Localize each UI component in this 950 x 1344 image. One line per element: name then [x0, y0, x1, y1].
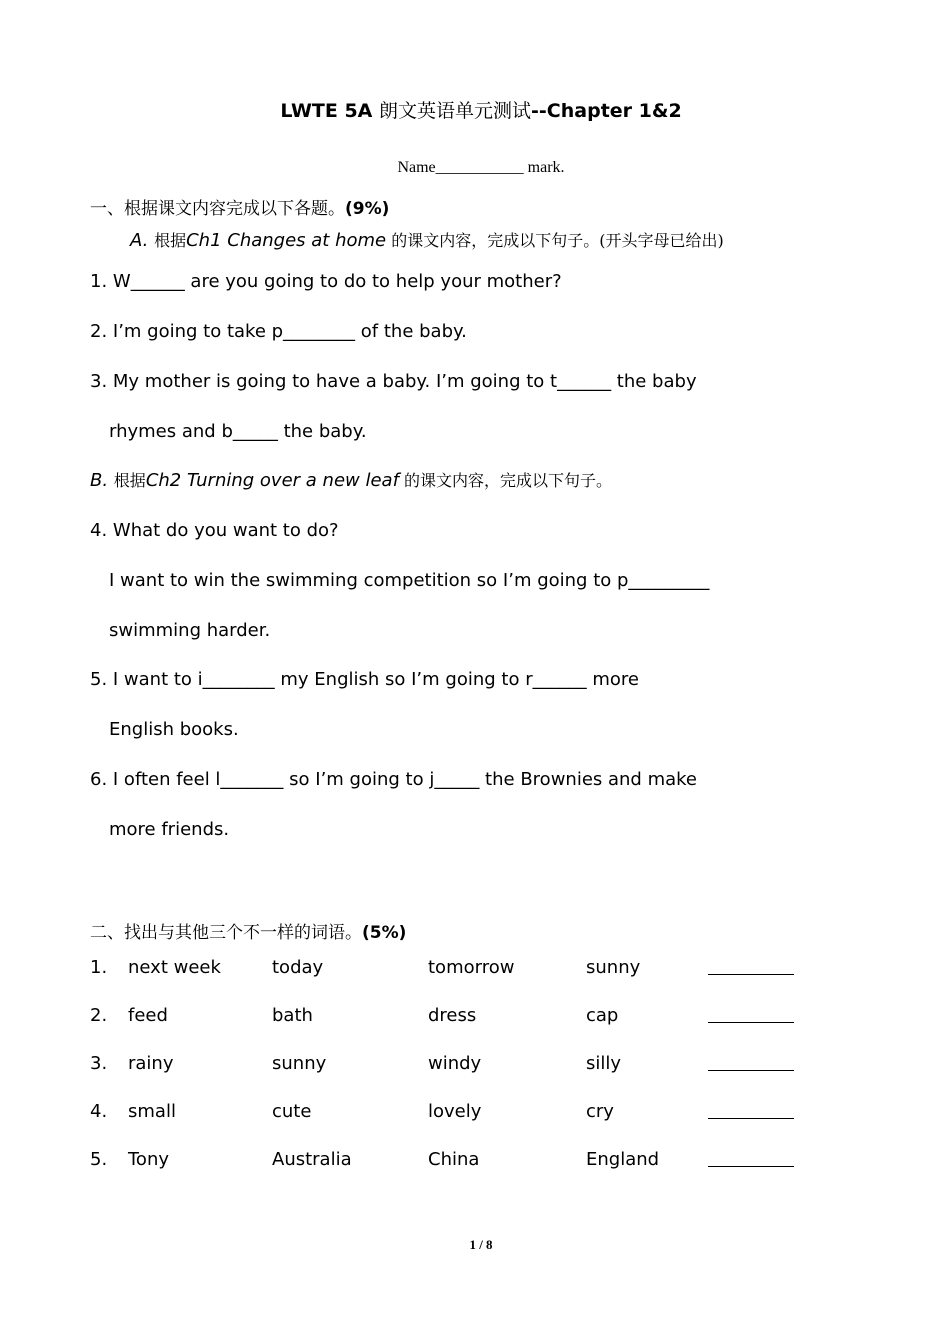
row-number: 3. [90, 1053, 108, 1074]
row-number: 1. [90, 957, 108, 978]
word-option: rainy [128, 1053, 174, 1074]
word-option: England [586, 1149, 660, 1170]
part-two-heading-text: 二、找出与其他三个不一样的词语。 [90, 923, 362, 943]
section-b-cn-before: 根据 [113, 471, 146, 490]
word-option: Australia [272, 1149, 352, 1170]
word-option: lovely [428, 1101, 482, 1122]
question-3: 3. My mother is going to have a baby. I’m going to t______ the baby [90, 371, 697, 392]
row-number: 4. [90, 1101, 108, 1122]
question-5: 5. I want to i________ my English so I’m going to r______ more [90, 669, 639, 690]
word-option: cute [272, 1101, 312, 1122]
word-option: next week [128, 957, 221, 978]
word-option: today [272, 957, 324, 978]
question-4-cont: swimming harder. [109, 620, 271, 641]
page-title [0, 100, 950, 122]
word-option: feed [128, 1005, 168, 1026]
word-option: Tony [128, 1149, 170, 1170]
word-option: cry [586, 1101, 614, 1122]
question-3-cont: rhymes and b_____ the baby. [109, 421, 367, 442]
question-1: 1. W______ are you going to do to help your mother? [90, 271, 562, 292]
question-5-cont: English books. [109, 719, 239, 740]
title-code: LWTE 5A [280, 100, 373, 122]
word-option: small [128, 1101, 176, 1122]
word-option: windy [428, 1053, 482, 1074]
section-a-chapter: Ch1 Changes at home [186, 230, 387, 251]
section-b-chapter: Ch2 Turning over a new leaf [145, 470, 399, 491]
section-b-instruction [90, 470, 612, 492]
section-b-prefix: B. [90, 470, 114, 491]
section-b-cn-after: 的课文内容，完成以下句子。 [398, 471, 612, 490]
word-option: dress [428, 1005, 477, 1026]
answer-blank[interactable] [708, 1166, 794, 1167]
word-option: sunny [586, 957, 641, 978]
question-4-answer: I want to win the swimming competition so I’m going to p_________ [109, 570, 710, 591]
word-option: sunny [272, 1053, 327, 1074]
section-a-cn-after: 的课文内容，完成以下句子。(开头字母已给出) [386, 231, 724, 250]
word-option: bath [272, 1005, 313, 1026]
page-number: 1 / 8 [469, 1237, 493, 1252]
word-option: cap [586, 1005, 619, 1026]
name-mark-line: Name___________ mark. [397, 159, 565, 176]
title-chinese: 朗文英语单元测试 [379, 100, 532, 122]
part-one-heading [90, 198, 389, 220]
section-a-prefix: A. [130, 230, 155, 251]
section-a-instruction [130, 230, 724, 252]
answer-blank[interactable] [708, 1022, 794, 1023]
question-6: 6. I often feel l_______ so I’m going to j_____ the Brownies and make [90, 769, 697, 790]
row-number: 2. [90, 1005, 108, 1026]
word-option: silly [586, 1053, 622, 1074]
answer-blank[interactable] [708, 1070, 794, 1071]
part-two-heading [90, 922, 406, 944]
part-one-heading-text: 一、根据课文内容完成以下各题。 [90, 199, 345, 219]
part-one-percent: (9%) [345, 199, 390, 219]
word-option: tomorrow [428, 957, 515, 978]
question-2: 2. I’m going to take p________ of the baby. [90, 321, 467, 342]
question-6-cont: more friends. [109, 819, 230, 840]
answer-blank[interactable] [708, 974, 794, 975]
word-option: China [428, 1149, 480, 1170]
section-a-cn-before: 根据 [154, 231, 187, 250]
row-number: 5. [90, 1149, 108, 1170]
title-chapter: --Chapter 1&2 [531, 100, 682, 122]
answer-blank[interactable] [708, 1118, 794, 1119]
part-two-percent: (5%) [362, 923, 407, 943]
question-4: 4. What do you want to do? [90, 520, 339, 541]
